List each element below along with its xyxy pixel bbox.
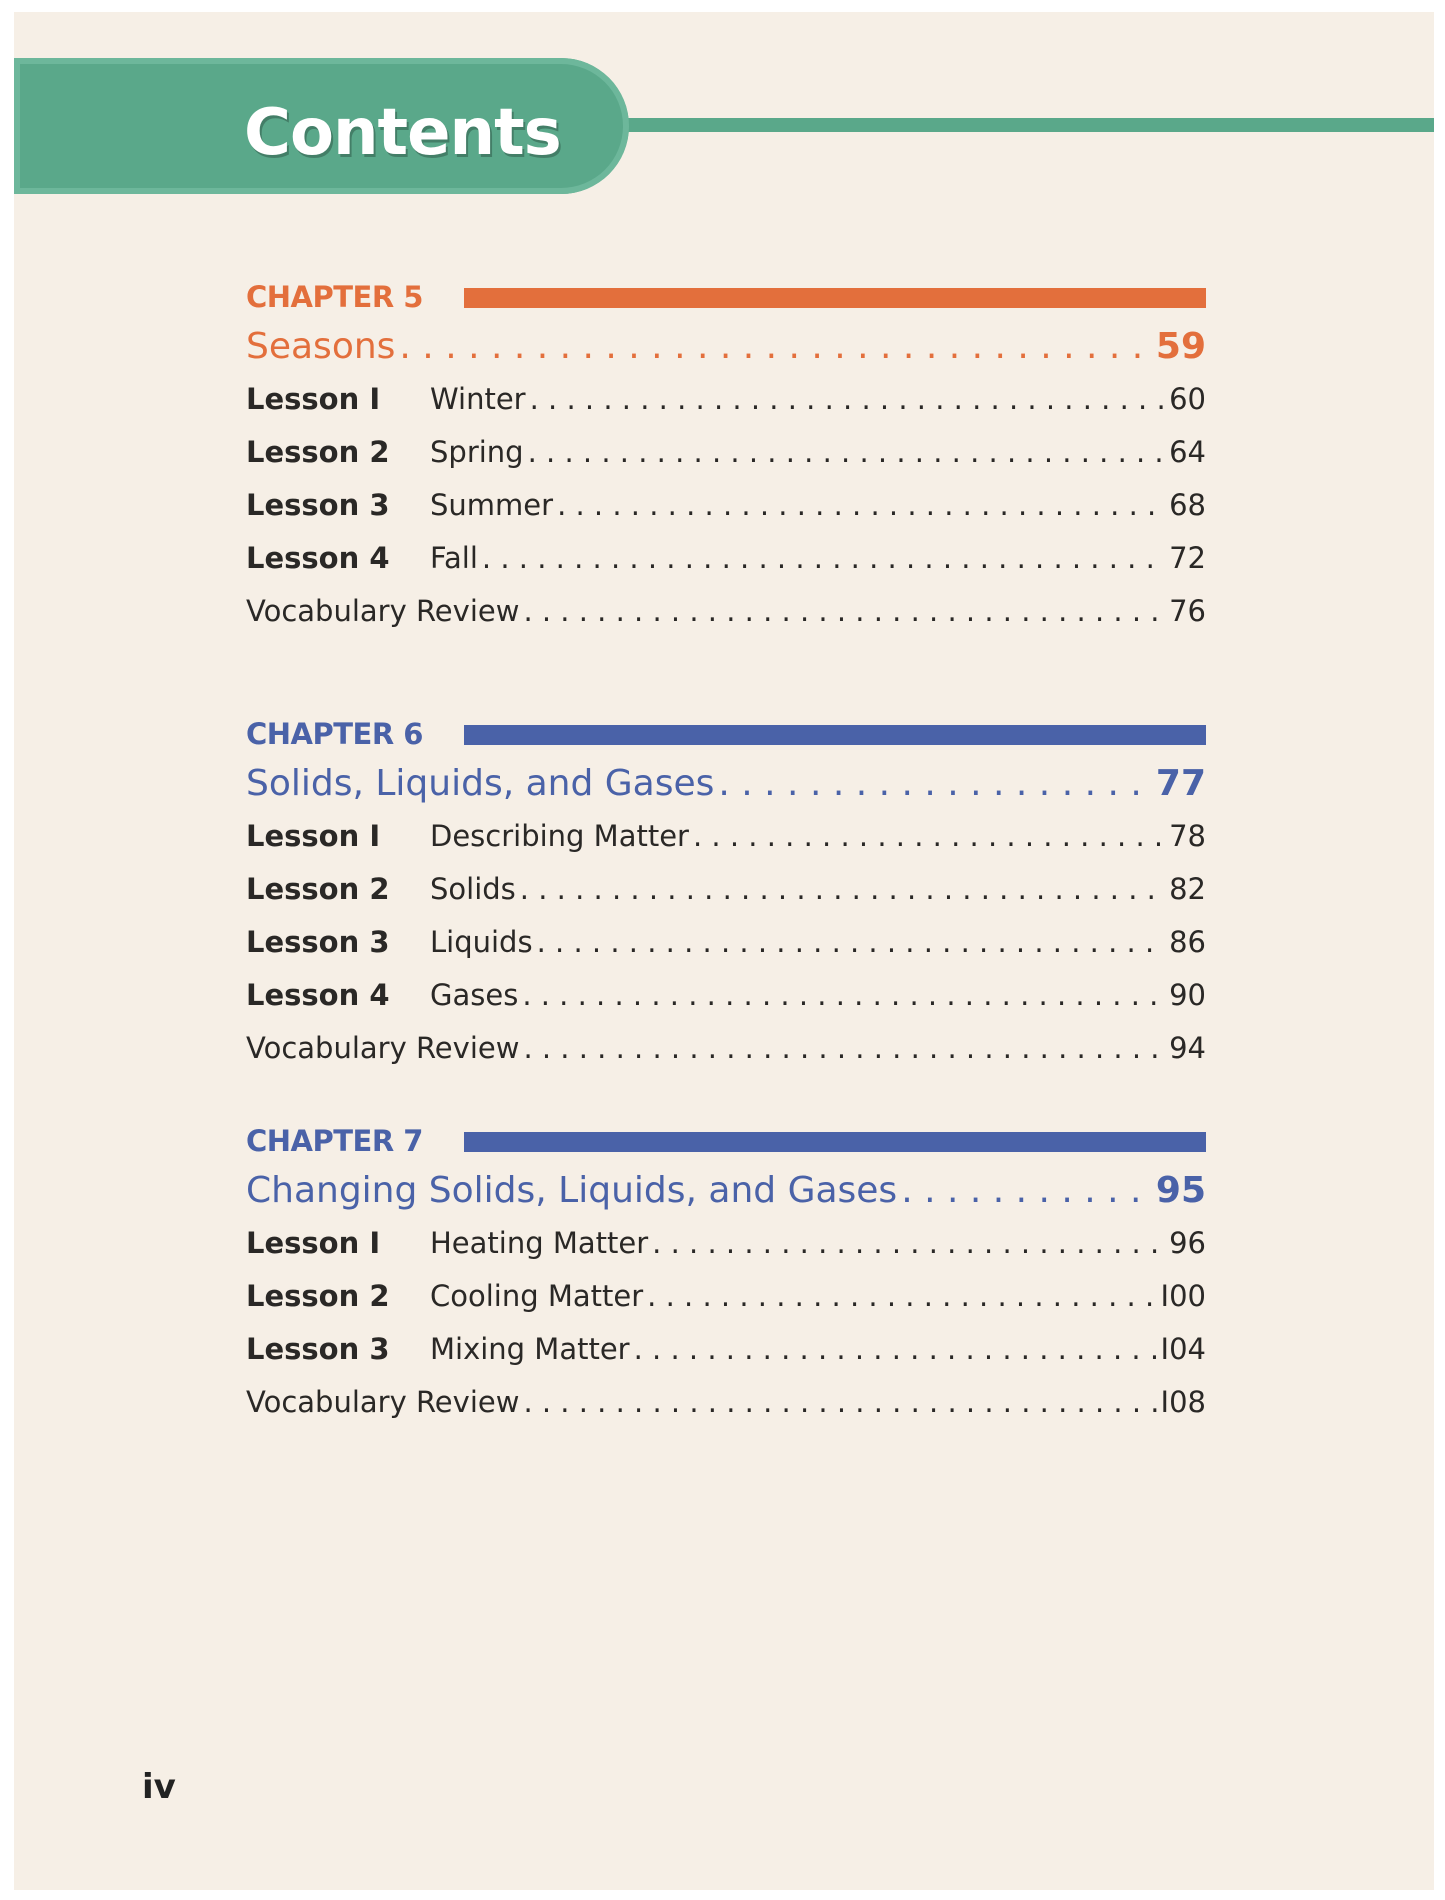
lesson-number: Lesson 4 xyxy=(246,540,390,575)
review-name: Vocabulary Review xyxy=(246,593,520,628)
chapter-header xyxy=(246,280,1206,320)
lesson-page: 78 xyxy=(1169,818,1206,853)
lesson-number: Lesson 3 xyxy=(246,1331,390,1366)
lesson-number: Lesson 3 xyxy=(246,924,390,959)
chapter-header xyxy=(246,717,1206,757)
chapter-page: 95 xyxy=(1155,1169,1206,1211)
lesson-page: 72 xyxy=(1169,540,1206,575)
lesson-name: Summer xyxy=(430,487,554,522)
chapter-bar xyxy=(464,725,1206,745)
leader-dots xyxy=(652,1226,1165,1260)
leader-dots xyxy=(530,382,1165,416)
leader-dots xyxy=(523,1031,1165,1065)
chapter-5-section xyxy=(246,280,1206,637)
chapter-7-section xyxy=(246,1124,1206,1428)
leader-dots xyxy=(557,488,1165,522)
review-name: Vocabulary Review xyxy=(246,1030,520,1065)
lesson-name: Fall xyxy=(430,540,478,575)
lesson-name: Gases xyxy=(430,977,519,1012)
leader-dots xyxy=(522,978,1165,1012)
lesson-page: 60 xyxy=(1169,381,1206,416)
document-page xyxy=(14,12,1434,1890)
lesson-row[interactable] xyxy=(246,809,1206,862)
vocabulary-review-row[interactable] xyxy=(246,584,1206,637)
chapter-title: Solids, Liquids, and Gases xyxy=(246,762,715,804)
lesson-row[interactable] xyxy=(246,1216,1206,1269)
chapter-label: CHAPTER 7 xyxy=(246,1124,423,1158)
review-page: 76 xyxy=(1169,593,1206,628)
lesson-number: Lesson 2 xyxy=(246,1278,390,1313)
lesson-page: 90 xyxy=(1169,977,1206,1012)
lesson-row[interactable] xyxy=(246,968,1206,1021)
chapter-bar xyxy=(464,288,1206,308)
leader-dots xyxy=(537,925,1166,959)
folio-page-number: iv xyxy=(142,1767,176,1807)
leader-dots xyxy=(482,541,1165,575)
chapter-label: CHAPTER 6 xyxy=(246,717,423,751)
lesson-page: 82 xyxy=(1169,871,1206,906)
lesson-number: Lesson 4 xyxy=(246,977,390,1012)
lesson-row[interactable] xyxy=(246,1269,1206,1322)
chapter-page: 77 xyxy=(1155,762,1206,804)
lesson-name: Spring xyxy=(430,434,524,469)
lesson-page: 68 xyxy=(1169,487,1206,522)
lesson-page: I00 xyxy=(1160,1278,1206,1313)
chapter-header xyxy=(246,1124,1206,1164)
chapter-title-row[interactable] xyxy=(246,757,1206,809)
lesson-number: Lesson I xyxy=(246,818,381,853)
review-page: 94 xyxy=(1169,1030,1206,1065)
lesson-number: Lesson 2 xyxy=(246,434,390,469)
vocabulary-review-row[interactable] xyxy=(246,1021,1206,1074)
lesson-row[interactable] xyxy=(246,862,1206,915)
chapter-title-row[interactable] xyxy=(246,320,1206,372)
lesson-name: Liquids xyxy=(430,924,533,959)
leader-dots xyxy=(528,435,1166,469)
lesson-row[interactable] xyxy=(246,372,1206,425)
lesson-name: Mixing Matter xyxy=(430,1331,630,1366)
page-title: Contents xyxy=(244,96,561,170)
lesson-name: Winter xyxy=(430,381,526,416)
leader-dots xyxy=(523,1385,1156,1419)
chapter-title: Seasons xyxy=(246,325,396,367)
review-name: Vocabulary Review xyxy=(246,1384,520,1419)
chapter-6-section xyxy=(246,717,1206,1074)
chapter-title: Changing Solids, Liquids, and Gases xyxy=(246,1169,898,1211)
chapter-title-row[interactable] xyxy=(246,1164,1206,1216)
lesson-row[interactable] xyxy=(246,478,1206,531)
leader-dots xyxy=(634,1332,1157,1366)
lesson-row[interactable] xyxy=(246,531,1206,584)
lesson-row[interactable] xyxy=(246,915,1206,968)
banner-rule xyxy=(614,118,1434,132)
lesson-number: Lesson I xyxy=(246,381,381,416)
leader-dots xyxy=(693,819,1165,853)
chapter-label: CHAPTER 5 xyxy=(246,280,423,314)
lesson-number: Lesson I xyxy=(246,1225,381,1260)
lesson-row[interactable] xyxy=(246,425,1206,478)
chapter-page: 59 xyxy=(1155,325,1206,367)
lesson-page: 96 xyxy=(1169,1225,1206,1260)
leader-dots xyxy=(523,594,1165,628)
lesson-number: Lesson 2 xyxy=(246,871,390,906)
leader-dots xyxy=(901,1170,1152,1211)
lesson-row[interactable] xyxy=(246,1322,1206,1375)
leader-dots xyxy=(647,1279,1156,1313)
vocabulary-review-row[interactable] xyxy=(246,1375,1206,1428)
lesson-name: Heating Matter xyxy=(430,1225,649,1260)
review-page: I08 xyxy=(1160,1384,1206,1419)
lesson-number: Lesson 3 xyxy=(246,487,390,522)
lesson-page: I04 xyxy=(1160,1331,1206,1366)
leader-dots xyxy=(399,326,1151,367)
chapter-bar xyxy=(464,1132,1206,1152)
lesson-page: 86 xyxy=(1169,924,1206,959)
lesson-name: Cooling Matter xyxy=(430,1278,644,1313)
lesson-page: 64 xyxy=(1169,434,1206,469)
lesson-name: Describing Matter xyxy=(430,818,689,853)
leader-dots xyxy=(718,763,1152,804)
leader-dots xyxy=(520,872,1165,906)
lesson-name: Solids xyxy=(430,871,516,906)
